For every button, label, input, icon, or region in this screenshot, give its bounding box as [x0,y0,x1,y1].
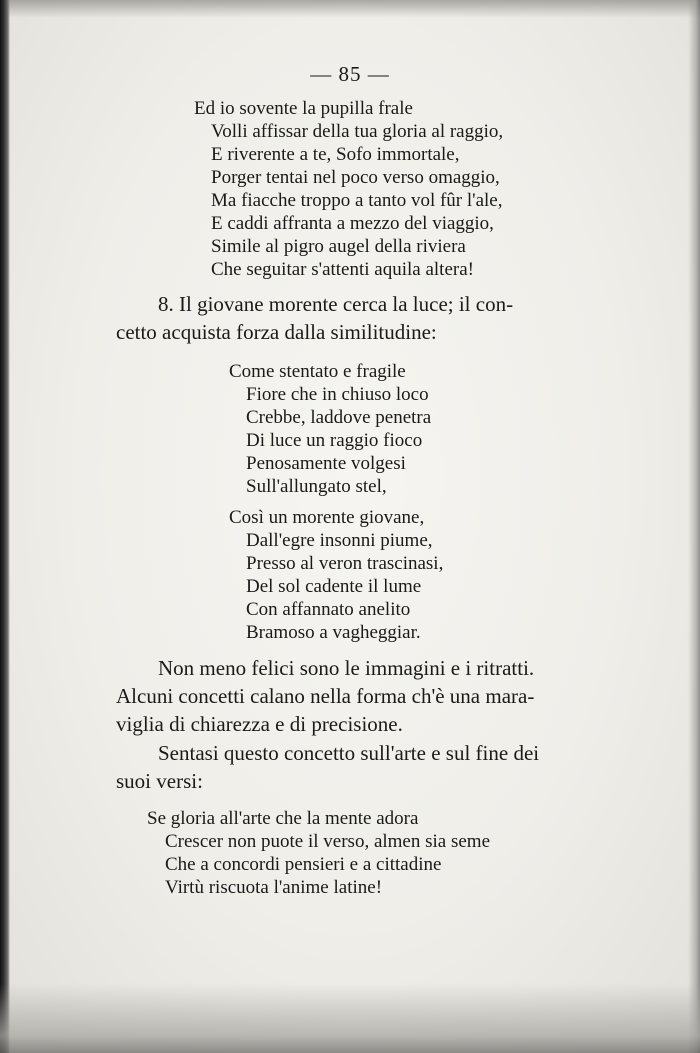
page-number: — 85 — [310,62,390,86]
poem4-line-2: Crescer non puote il verso, almen sia seme [165,831,491,852]
binding-edge-left [0,0,10,1053]
poem3-line-5: Con affannato anelito [246,599,411,620]
para1-line-2: cetto acquista forza dalla similitudine: [116,320,437,344]
poem1-line-2: Volli affissar della tua gloria al raggio, [211,121,504,142]
poem2-line-4: Di luce un raggio fioco [246,430,423,451]
poem4-line-1: Se gloria all'arte che la mente adora [147,808,419,829]
poem2-line-2: Fiore che in chiuso loco [246,384,429,405]
poem2-line-6: Sull'allungato stel, [246,476,387,497]
poem2-line-5: Penosamente volgesi [246,453,406,474]
page-edge-bottom [0,983,700,1053]
poem1-line-5: Ma fiacche troppo a tanto vol fûr l'ale, [211,190,503,211]
poem4-line-3: Che a concordi pensieri e a cittadine [165,854,442,875]
poem1-line-8: Che seguitar s'attenti aquila altera! [211,259,474,280]
poem3-line-3: Presso al veron trascinasi, [246,553,444,574]
poem2-line-1: Come stentato e fragile [229,361,406,382]
poem3-line-2: Dall'egre insonni piume, [246,530,433,551]
para2-line-2: Alcuni concetti calano nella forma ch'è una mara- [116,684,535,708]
poem1-line-1: Ed io sovente la pupilla frale [194,98,413,119]
para3-line-1: Sentasi questo concetto sull'arte e sul fine dei [158,741,540,765]
page-edge-top [0,0,700,18]
poem3-line-6: Bramoso a vagheggiar. [246,622,421,643]
poem3-line-4: Del sol cadente il lume [246,576,422,597]
poem1-line-4: Porger tentai nel poco verso omaggio, [211,167,500,188]
poem3-line-1: Così un morente giovane, [229,507,425,528]
poem4-line-4: Virtù riscuota l'anime latine! [165,877,383,898]
poem1-line-3: E riverente a te, Sofo immortale, [211,144,460,165]
poem1-line-6: E caddi affranta a mezzo del viaggio, [211,213,494,234]
page-edge-right [688,0,700,1053]
para2-line-3: viglia di chiarezza e di precisione. [116,712,403,736]
poem2-line-3: Crebbe, laddove penetra [246,407,432,428]
para1-line-1: 8. Il giovane morente cerca la luce; il con- [158,292,514,316]
poem1-line-7: Simile al pigro augel della riviera [211,236,466,257]
para2-line-1: Non meno felici sono le immagini e i ritratti. [158,656,535,680]
para3-line-2: suoi versi: [116,769,203,793]
